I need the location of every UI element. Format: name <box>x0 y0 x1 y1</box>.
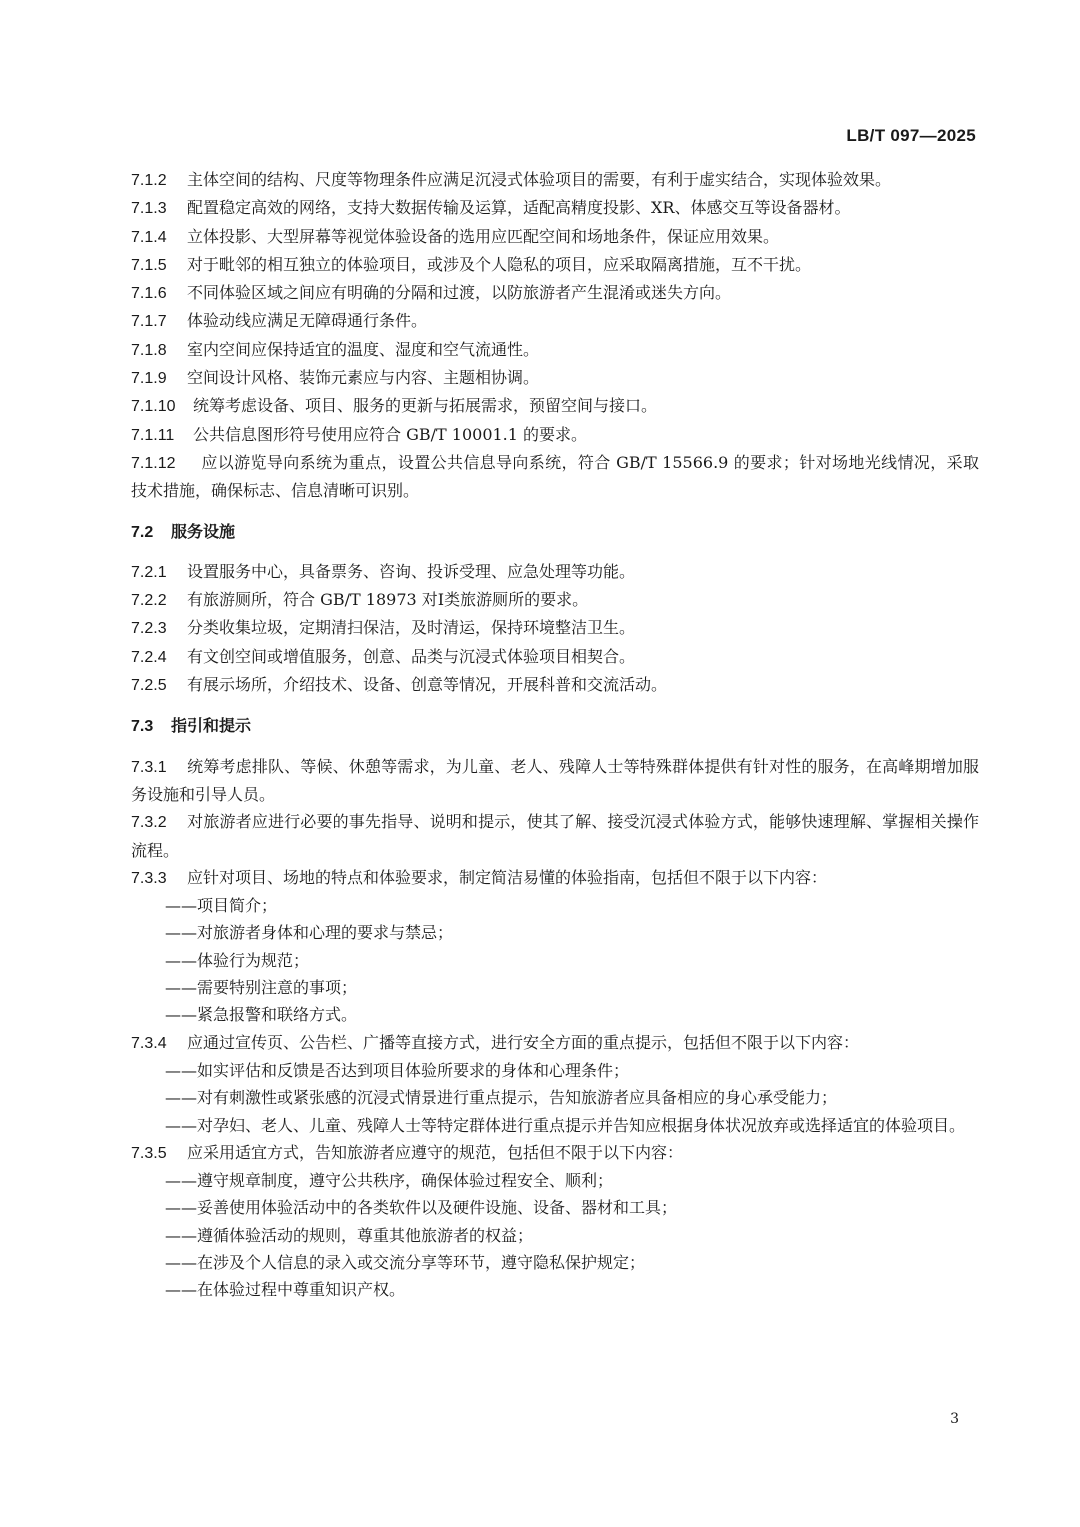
list-item: ——体验行为规范； <box>165 950 310 970</box>
clause-7-1-12 <box>131 449 979 505</box>
standard-code: LB/T 097—2025 <box>846 126 976 145</box>
clause-7-1-7 <box>131 307 979 335</box>
clause-text: 应针对项目、场地的特点和体验要求，制定简洁易懂的体验指南，包括但不限于以下内容： <box>187 867 828 887</box>
list-item: ——紧急报警和联络方式。 <box>165 1005 358 1025</box>
clause-number: 7.1.3 <box>131 200 167 218</box>
clause-7-2-2 <box>131 586 979 614</box>
list-item: ——项目简介； <box>165 896 278 916</box>
clause-number: 7.1.10 <box>131 398 176 416</box>
clause-7-3-5 <box>131 1139 979 1167</box>
clause-text: 分类收集垃圾，定期清扫保洁，及时清运，保持环境整洁卫生。 <box>187 618 636 638</box>
clause-number: 7.1.9 <box>131 370 167 388</box>
list-item: ——需要特别注意的事项； <box>165 978 358 998</box>
clause-7-1-10 <box>131 392 979 420</box>
clause-text: 应通过宣传页、公告栏、广播等直接方式，进行安全方面的重点提示，包括但不限于以下内容： <box>187 1032 860 1052</box>
clause-7-1-4 <box>131 223 979 251</box>
clause-number: 7.1.5 <box>131 256 167 274</box>
clause-text: 有旅游厕所，符合 GB/T 18973 对Ⅰ类旅游厕所的要求。 <box>187 590 589 610</box>
clause-number: 7.3.4 <box>131 1034 167 1052</box>
section-heading-7-3 <box>131 712 979 740</box>
list-item: ——在涉及个人信息的录入或交流分享等环节，遵守隐私保护规定； <box>165 1252 646 1272</box>
clause-text: 主体空间的结构、尺度等物理条件应满足沉浸式体验项目的需要，有利于虚实结合，实现体验效果。 <box>187 170 892 189</box>
clause-number: 7.1.12 <box>131 454 176 472</box>
clause-number: 7.2.1 <box>131 563 167 581</box>
clause-number: 7.1.11 <box>131 426 175 444</box>
list-item-text: ——对孕妇、老人、儿童、残障人士等特定群体进行重点提示并告知应根据身体状况放弃或选择适宜的体验项目。 <box>165 1115 966 1135</box>
clause-number: 7.3.2 <box>131 814 167 832</box>
clause-7-2-5 <box>131 671 979 699</box>
list-item: ——对有刺激性或紧张感的沉浸式情景进行重点提示，告知旅游者应具备相应的身心承受能力； <box>165 1088 838 1108</box>
clause-7-1-11 <box>131 421 979 449</box>
section-number: 7.2 <box>131 523 154 541</box>
clause-number: 7.1.7 <box>131 313 167 331</box>
list-item: ——遵循体验活动的规则，尊重其他旅游者的权益； <box>165 1225 534 1245</box>
clause-number: 7.3.5 <box>131 1144 167 1162</box>
clause-7-2-3 <box>131 614 979 642</box>
clause-7-3-3 <box>131 864 979 892</box>
list-item: ——在体验过程中尊重知识产权。 <box>165 1280 406 1300</box>
clause-7-3-1 <box>131 753 979 809</box>
section-title: 服务设施 <box>171 521 236 541</box>
clause-text: 对于毗邻的相互独立的体验项目，或涉及个人隐私的项目，应采取隔离措施，互不干扰。 <box>187 254 812 274</box>
list-item: ——妥善使用体验活动中的各类软件以及硬件设施、设备、器材和工具； <box>165 1198 678 1218</box>
list-item: ——如实评估和反馈是否达到项目体验所要求的身体和心理条件； <box>165 1060 630 1080</box>
page-number: 3 <box>950 1411 959 1427</box>
clause-number: 7.2.2 <box>131 592 167 610</box>
clause-text: 公共信息图形符号使用应符合 GB/T 10001.1 的要求。 <box>193 424 588 444</box>
clause-text: 应以游览导向系统为重点，设置公共信息导向系统，符合 GB/T 15566.9 的要求；针对场地光线情况，采取技术措施，确保标志、信息清晰可识别。 <box>131 452 979 501</box>
section-number: 7.3 <box>131 718 154 736</box>
clause-text: 空间设计风格、装饰元素应与内容、主题相协调。 <box>187 368 540 388</box>
clause-7-2-1 <box>131 558 979 586</box>
clause-text: 应采用适宜方式，告知旅游者应遵守的规范，包括但不限于以下内容： <box>187 1142 684 1162</box>
list-item <box>131 1112 979 1139</box>
clause-text: 不同体验区域之间应有明确的分隔和过渡，以防旅游者产生混淆或迷失方向。 <box>187 283 732 303</box>
clause-number: 7.2.5 <box>131 677 167 695</box>
clause-7-1-3 <box>131 194 979 222</box>
clause-7-1-8 <box>131 336 979 364</box>
clause-7-2-4 <box>131 643 979 671</box>
clause-7-1-9 <box>131 364 979 392</box>
clause-7-1-5 <box>131 251 979 279</box>
clause-text: 设置服务中心，具备票务、咨询、投诉受理、应急处理等功能。 <box>187 561 636 581</box>
clause-text: 有文创空间或增值服务，创意、品类与沉浸式体验项目相契合。 <box>187 646 636 666</box>
clause-text: 室内空间应保持适宜的温度、湿度和空气流通性。 <box>187 339 540 359</box>
section-title: 指引和提示 <box>171 716 252 736</box>
clause-7-1-6 <box>131 279 979 307</box>
clause-number: 7.3.3 <box>131 869 167 887</box>
document-body <box>131 166 979 1304</box>
clause-7-3-4 <box>131 1029 979 1057</box>
clause-7-3-2 <box>131 808 979 864</box>
clause-text: 对旅游者应进行必要的事先指导、说明和提示，使其了解、接受沉浸式体验方式，能够快速理解、掌握相关操作流程。 <box>131 812 979 860</box>
clause-text: 体验动线应满足无障碍通行条件。 <box>187 311 428 331</box>
clause-number: 7.1.4 <box>131 228 167 246</box>
clause-number: 7.1.8 <box>131 341 167 359</box>
clause-number: 7.2.4 <box>131 648 167 666</box>
clause-number: 7.3.1 <box>131 758 167 776</box>
clause-text: 立体投影、大型屏幕等视觉体验设备的选用应匹配空间和场地条件，保证应用效果。 <box>187 226 780 246</box>
list-item: ——对旅游者身体和心理的要求与禁忌； <box>165 923 454 943</box>
clause-text: 有展示场所，介绍技术、设备、创意等情况，开展科普和交流活动。 <box>187 675 668 695</box>
clause-number: 7.2.3 <box>131 620 167 638</box>
list-item: ——遵守规章制度，遵守公共秩序，确保体验过程安全、顺利； <box>165 1171 614 1191</box>
clause-text: 统筹考虑排队、等候、休憩等需求，为儿童、老人、残障人士等特殊群体提供有针对性的服务，在高峰期增加服务设施和引导人员。 <box>131 756 979 804</box>
clause-text: 统筹考虑设备、项目、服务的更新与拓展需求，预留空间与接口。 <box>193 396 658 416</box>
section-heading-7-2 <box>131 518 979 546</box>
clause-text: 配置稳定高效的网络，支持大数据传输及运算，适配高精度投影、XR、体感交互等设备器材。 <box>187 198 851 218</box>
clause-7-1-2 <box>131 166 979 194</box>
clause-number: 7.1.2 <box>131 172 167 189</box>
clause-number: 7.1.6 <box>131 285 167 303</box>
